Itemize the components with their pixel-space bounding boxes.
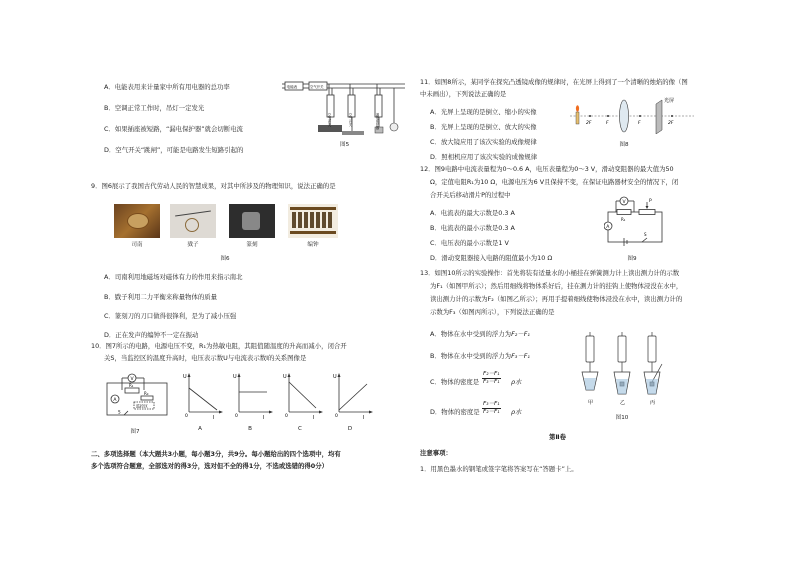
graph-b-u-axis: U xyxy=(233,374,237,380)
figure-10-caption: 图10 xyxy=(615,415,629,421)
q13-option-a xyxy=(430,330,530,338)
q11-stem-line1: 11．如图8所示，某同学在探究凸透镜成像的规律时，在光屏上得到了一个清晰的烛焰的像（图 xyxy=(420,78,688,86)
graph-a-u-axis: U xyxy=(183,374,187,380)
convex-lens xyxy=(620,100,629,132)
q12-option-d: D．滑动变阻器接入电路的阻值最小为10 Ω xyxy=(430,254,553,262)
fig8-2f-right: 2F xyxy=(668,121,674,126)
graph-d-u-axis: U xyxy=(333,374,337,380)
fig5-label-meter: 电能表 xyxy=(286,85,298,89)
figure-5-caption: 图5 xyxy=(340,142,350,148)
spring-scale-yi xyxy=(618,336,626,362)
q13-option-c-fraction xyxy=(482,371,501,386)
rheostat xyxy=(639,210,655,215)
q13-option-b-label: B．物体在水中受到的浮力为 xyxy=(430,352,512,360)
figure-9-caption: 图9 xyxy=(627,256,637,262)
fig7-r1-label: R₁ xyxy=(129,383,134,388)
q11-option-b: B．光屏上呈现的是倒立、放大的实像 xyxy=(430,123,537,131)
figure-10-spring-scales xyxy=(576,330,668,410)
graph-d-origin: 0 xyxy=(335,414,338,419)
graph-c-u-axis: U xyxy=(283,374,287,380)
fig7-r0-label: R₀ xyxy=(144,391,149,396)
fig8-f-right: F xyxy=(638,121,641,126)
q8-option-a: A．电能表用来计量家中所有用电器的总功率 xyxy=(104,83,230,91)
q9-option-a: A．司南利用地磁场对磁体有力的作用来指示南北 xyxy=(104,273,243,281)
q13-option-c-label: C．物体的密度是 xyxy=(430,378,480,386)
fig9-switch-label: S xyxy=(644,232,647,237)
sinan-label: 司南 xyxy=(131,242,143,248)
q13-option-d xyxy=(430,408,480,416)
q12-stem-line1: 12．图9电路中电流表量程为0～0.6 A，电压表量程为0～3 V，滑动变阻器的最大值为50 xyxy=(420,165,674,173)
candle xyxy=(576,112,579,124)
q12-stem-line2: Ω，定值电阻R₁为10 Ω，电源电压为6 V且保持不变，在保证电路器材安全的情况下，闭 xyxy=(430,178,679,186)
bianzhong-label: 编钟 xyxy=(307,242,319,248)
fig5-label-breaker-1: 空气开关 xyxy=(327,113,331,127)
graph-d-i-axis: I xyxy=(363,415,365,420)
fig7-voltmeter-label: V xyxy=(130,376,134,382)
fig9-r1-label: R₁ xyxy=(621,217,626,222)
q13-option-c xyxy=(430,378,479,386)
q9-stem: 9．图6展示了我国古代劳动人民的智慧成果，对其中所涉及的物理知识，说法正确的是 xyxy=(91,182,336,190)
q9-option-d: D．正在发声的编钟不一定在振动 xyxy=(104,331,199,339)
figure-8-caption: 图8 xyxy=(619,142,629,148)
q13-option-b-expr: F₃－F₁ xyxy=(511,352,530,360)
zhuanke-label: 篆刻 xyxy=(246,242,258,248)
spring-scale-bing xyxy=(648,336,656,362)
fig10-label-bing: 丙 xyxy=(650,400,656,406)
q13-option-d-numerator: F₃－F₁ xyxy=(483,401,500,407)
graph-b-origin: 0 xyxy=(235,414,238,419)
figure-6-caption: 图6 xyxy=(220,256,230,262)
q13-option-a-expr: F₂－F₁ xyxy=(511,330,530,338)
figure-9-circuit xyxy=(604,194,666,248)
q13-option-c-rho: ρ水 xyxy=(511,378,522,386)
ceiling-lamp xyxy=(390,123,398,131)
graph-c-i-axis: I xyxy=(313,415,315,420)
fig5-label-rcd: 漏电保护器 xyxy=(375,113,379,130)
graph-b-i-axis: I xyxy=(263,415,265,420)
fig7-ammeter-label: A xyxy=(113,397,117,403)
q13-stem-line3: 读出测力计的示数为F₂（如图乙所示）；再用手提着细线使物体浸没在水中，读出测力计的 xyxy=(430,295,683,303)
graph-c-caption: C xyxy=(298,426,302,432)
q8-option-b: B．空调正常工作时，吊灯一定发光 xyxy=(104,104,205,112)
q10-stem-line2: 关S，当监控区的温度升高时，电压表示数U与电流表示数I的关系图像是 xyxy=(104,354,307,362)
fig10-label-yi: 乙 xyxy=(620,400,626,406)
q13-stem-line1: 13．如图10所示的实验操作：首先将装有适量水的小桶挂在弹簧测力计上读出测力计的示数 xyxy=(420,269,680,277)
graph-option-d xyxy=(333,372,373,420)
fig7-switch-label: S xyxy=(118,409,121,415)
fig9-slider-label: P xyxy=(649,199,652,204)
fig9-voltmeter-label: V xyxy=(622,200,626,205)
figure-7-caption: 图7 xyxy=(130,429,140,435)
figure-8-lens-setup xyxy=(568,94,696,134)
q8-option-d: D．空气开关“跳闸”，可能是电路发生短路引起的 xyxy=(104,146,244,154)
q12-option-b: B．电流表的最小示数是0.3 A xyxy=(430,224,515,232)
graph-a-origin: 0 xyxy=(185,414,188,419)
q10-stem-line1: 10．图7所示的电路，电源电压不变，R₁为热敏电阻，其阻值随温度的升高而减小，闭合开 xyxy=(91,342,347,350)
q13-option-c-numerator: F₂－F₁ xyxy=(483,371,500,377)
q9-option-c: C．篆刻刀的刀口做得很锋利，是为了减小压强 xyxy=(104,312,237,320)
fig8-f-left: F xyxy=(606,121,609,126)
fig5-label-breaker: 空气开关 xyxy=(310,85,324,89)
bianzhong-photo xyxy=(288,204,338,238)
q12-option-a: A．电流表的最大示数是0.3 A xyxy=(430,209,515,217)
dengzi-photo xyxy=(170,204,216,238)
fig9-ammeter-label: A xyxy=(606,224,610,230)
q11-option-c: C．放大镜应用了该次实验的成像规律 xyxy=(430,138,537,146)
dengzi-label: 戥子 xyxy=(187,242,199,248)
spring-scale-jia xyxy=(586,336,594,362)
graph-option-b xyxy=(233,372,273,420)
graph-option-a xyxy=(183,372,223,420)
resistor-r1 xyxy=(125,388,139,393)
resistor-r1 xyxy=(617,210,631,215)
resistor-r0 xyxy=(141,396,153,400)
candle-flame xyxy=(576,105,579,111)
q13-option-c-denominator: F₃－F₁ xyxy=(483,379,500,385)
part-2-title: 第Ⅱ卷 xyxy=(549,433,566,441)
fig8-screen-label: 光屏 xyxy=(664,98,675,104)
graph-option-c xyxy=(283,372,323,420)
graph-b-caption: B xyxy=(248,426,252,432)
q13-option-a-label: A．物体在水中受到的浮力为 xyxy=(430,330,512,338)
q13-option-d-fraction xyxy=(482,401,501,416)
q12-option-c: C．电压表的最小示数是1 V xyxy=(430,239,509,247)
q13-option-b xyxy=(430,352,530,360)
graph-d-caption: D xyxy=(347,426,353,432)
graph-a-caption: A xyxy=(198,426,202,432)
notice-title: 注意事项： xyxy=(420,449,452,457)
q13-option-d-label: D．物体的密度是 xyxy=(430,408,480,416)
zhuanke-photo xyxy=(229,204,275,238)
q11-option-d: D．照相机应用了该次实验的成像规律 xyxy=(430,153,538,161)
light-screen xyxy=(656,100,662,134)
graph-c-origin: 0 xyxy=(285,414,288,419)
q11-option-a: A．光屏上呈现的是倒立、缩小的实像 xyxy=(430,108,537,116)
sinan-photo xyxy=(114,204,160,238)
graph-a-i-axis: I xyxy=(213,415,215,420)
lamp-fixture xyxy=(342,131,364,135)
fig8-2f-left: 2F xyxy=(586,121,592,126)
q12-stem-line3: 合开关后移动滑片P的过程中 xyxy=(430,191,511,199)
q11-stem-line2: 中未画出），下列说法正确的是 xyxy=(420,90,507,98)
q13-stem-line4: 示数为F₃（如图丙所示），下列说法正确的是 xyxy=(430,308,555,316)
figure-5-household-circuit xyxy=(282,75,407,147)
q13-stem-line2: 为F₁（如图甲所示）；然后用细线将物体系好后，挂在测力计的挂钩上使物体浸没在水中， xyxy=(430,282,683,290)
notice-item-1: 1．用黑色墨水的钢笔或签字笔将答案写在“答题卡”上。 xyxy=(420,465,578,473)
q13-option-d-rho: ρ水 xyxy=(511,408,522,416)
fig7-monitor-label: 监控区 xyxy=(136,403,148,409)
fig5-label-breaker-2: 空气开关 xyxy=(348,113,352,127)
q9-option-b: B．戥子利用二力平衡来称量物体的质量 xyxy=(104,293,218,301)
q8-option-c: C．如果插座被短路，“漏电保护器”就会切断电流 xyxy=(104,125,243,133)
q13-option-d-denominator: F₂－F₁ xyxy=(483,409,500,415)
figure-7-circuit xyxy=(104,370,170,420)
fig10-label-jia: 甲 xyxy=(588,400,594,406)
section-2-title-line2: 多个选项符合题意，全部选对的得3分，选对但不全的得1分，不选或选错的得0分） xyxy=(91,462,329,470)
section-2-title-line1: 二、多项选择题（本大题共3小题，每小题3分，共9分。每小题给出的四个选项中，均有 xyxy=(91,450,341,458)
